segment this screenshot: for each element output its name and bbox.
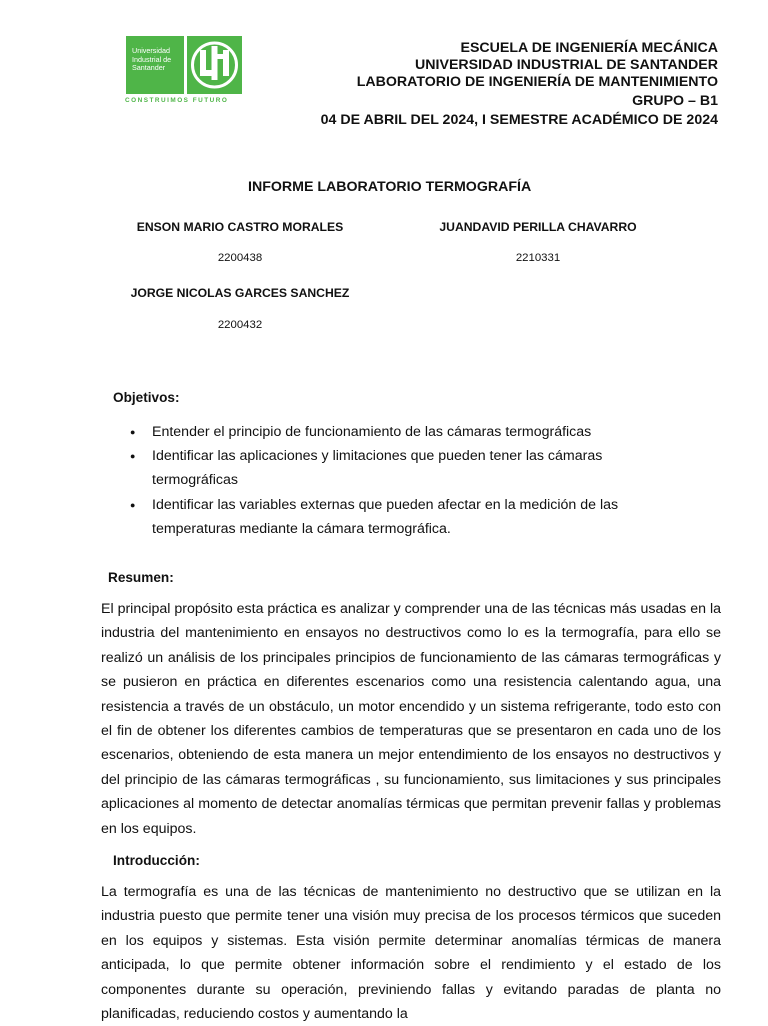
objectives-list — [130, 420, 630, 541]
report-title: INFORME LABORATORIO TERMOGRAFÍA — [248, 179, 532, 195]
uis-emblem-icon — [187, 36, 242, 94]
logo-emblem — [187, 36, 242, 94]
header-school: ESCUELA DE INGENIERÍA MECÁNICA — [460, 40, 718, 56]
summary-heading: Resumen: — [108, 570, 174, 585]
header-lab: LABORATORIO DE INGENIERÍA DE MANTENIMIENTO — [356, 74, 718, 90]
header-group: GRUPO – B1 — [632, 93, 718, 109]
header-university: UNIVERSIDAD INDUSTRIAL DE SANTANDER — [415, 57, 718, 73]
summary-paragraph: El principal propósito esta práctica es analizar y comprender una de las técnicas más usadas en la industria del mantenimiento en ensayos no destructivos como lo es la termografía, para ello se realizó un análisis de los principales principios de funcionamiento de las cámaras termográficas y se pusieron en práctica en diferentes escenarios como una resistencia calentando agua, una resistencia a través de un obstáculo, un motor encendido y un sistema refrigerante, todo esto con el fin de obtener los diferentes cambios de temperaturas que se presentaron en cada uno de los escenarios, obteniendo de esta manera un mejor entendimiento de los ensayos no destructivos y del principio de las cámaras termográficas , su funcionamiento, sus limitaciones y sus principales aplicaciones al momento de detectar anomalías térmicas que permitan prevenir fallas y problemas en los equipos. — [101, 601, 721, 837]
objectives-heading: Objetivos: — [113, 390, 180, 405]
author-id-2: 2210331 — [515, 252, 561, 264]
objective-item: ● Identificar las variables externas que pueden afectar en la medición de las temperaturas mediante la cámara termográfica. — [130, 493, 630, 541]
introduction-paragraph: La termografía es una de las técnicas de mantenimiento no destructivo que se utilizan en la industria puesto que permite tener una visión muy precisa de los procesos térmicos que suceden en los equipos y sistemas. Esta visión permite determinar anomalías térmicas de manera anticipada, lo que permite obtener información sobre el rendimiento y el estado de los componentes durante su operación, previniendo fallas y evitando paradas de planta no planificadas, reduciendo costos y aumentando la — [101, 884, 721, 1023]
introduction-heading: Introducción: — [113, 853, 200, 868]
logo-tagline: CONSTRUIMOS FUTURO — [125, 97, 229, 104]
author-name-3: JORGE NICOLAS GARCES SANCHEZ — [130, 286, 350, 300]
author-name-2: JUANDAVID PERILLA CHAVARRO — [439, 220, 637, 234]
author-name-1: ENSON MARIO CASTRO MORALES — [136, 220, 344, 234]
objective-item: ● Identificar las aplicaciones y limitaciones que pueden tener las cámaras termográficas — [130, 444, 630, 492]
logo-text-block — [126, 36, 184, 94]
header-date: 04 DE ABRIL DEL 2024, I SEMESTRE ACADÉMICO DE 2024 — [320, 112, 718, 128]
university-logo — [124, 36, 244, 108]
logo-text: Universidad Industrial de Santander — [132, 46, 172, 73]
author-id-1: 2200438 — [217, 252, 263, 264]
objective-item: ● Entender el principio de funcionamiento de las cámaras termográficas — [130, 420, 630, 444]
author-id-3: 2200432 — [217, 319, 263, 331]
